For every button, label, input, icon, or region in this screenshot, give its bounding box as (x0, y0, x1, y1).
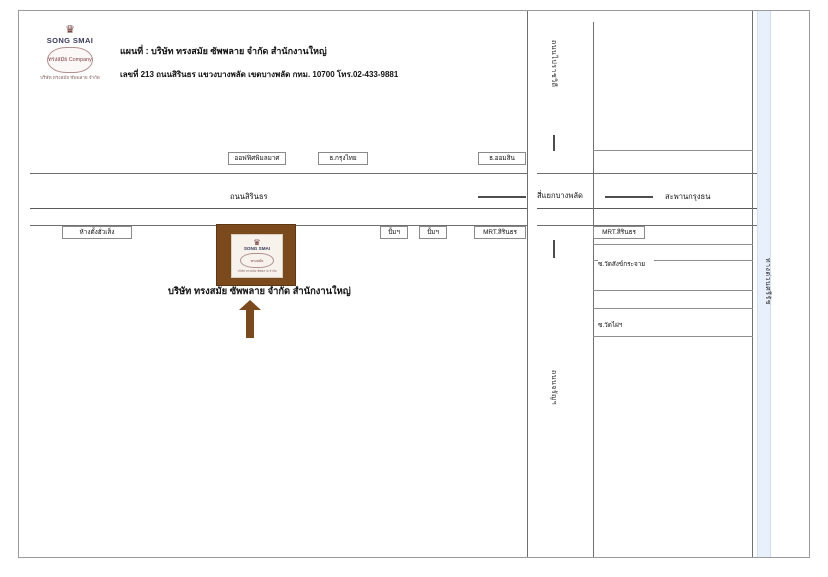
company-caption: บริษัท ทรงสมัย ซัพพลาย จำกัด สำนักงานใหญ่ (168, 285, 351, 296)
map-title: แผนที่ : บริษัท ทรงสมัย ซัพพลาย จำกัด สำนักงานใหญ่ (120, 46, 327, 56)
label-road-sirindhorn: ถนนสิรินธร (230, 192, 268, 201)
building-sub-text: บริษัท ทรงสมัย ซัพพลาย จำกัด (237, 269, 277, 273)
box-gas-station-1: ปั้มฯ (380, 226, 408, 239)
page-frame (18, 10, 810, 558)
box-mrt-sirindhorn-west: MRT.สิรินธร (474, 226, 526, 239)
company-building-sign (231, 234, 283, 278)
junction-tick-left (478, 196, 526, 198)
road-sirindhorn-line (30, 208, 527, 209)
building-brand-text: SONG SMAI (243, 246, 271, 251)
map-address: เลขที่ 213 ถนนสิรินธร แขวงบางพลัด เขตบางพลัด กทม. 10700 โทร.02-433-9881 (120, 70, 399, 79)
label-road-charan: ถนนจรัญฯ (550, 370, 557, 406)
junction-tick-right (605, 196, 653, 198)
road-tick-south (553, 240, 555, 258)
road-north-segment (30, 173, 527, 174)
box-bank-krungthai: ธ.กรุงไทย (318, 152, 368, 165)
block-divider-2 (593, 244, 753, 245)
road-ratchawithi-line (527, 11, 528, 557)
road-tick-north (553, 135, 555, 151)
box-soi-wat-sangkhaja: ซ.วัดสังข์กระจาย (598, 259, 654, 272)
block-divider-1 (593, 150, 753, 151)
label-bridge-krungthon: สะพานกรุงธน (665, 192, 711, 201)
building-seal: ทรงสมัย (240, 253, 274, 268)
logo-sub-text: บริษัท ทรงสมัย ซัพพลาย จำกัด (40, 75, 100, 80)
box-soi-wat-phai: ซ.วัดไผ่ฯ (598, 320, 648, 333)
block-divider-4 (593, 290, 753, 291)
box-gas-station-2: ปั้มฯ (419, 226, 447, 239)
logo-brand-text: SONG SMAI (46, 36, 94, 45)
box-department-store: ห้างตั้งฮั่วเส็ง (62, 226, 132, 239)
crown-icon-building: ♛ (253, 238, 261, 247)
label-road-expressway: ทางด่วนศรีรัช (764, 258, 771, 305)
block-divider-6 (593, 336, 753, 337)
label-junction-bangphlat: สี่แยกบางพลัด (537, 191, 583, 200)
road-sirindhorn-line-east (537, 208, 757, 209)
box-office-phimonmat: ออฟฟิศพิมลมาศ (228, 152, 286, 165)
location-arrow-icon (239, 300, 261, 338)
box-bank-orange: ธ.ออมสิน (478, 152, 526, 165)
logo-seal: ทรงสมัย Company (47, 47, 93, 73)
company-logo (34, 26, 106, 88)
company-building-marker (216, 224, 296, 286)
arrow-stem (246, 308, 254, 338)
road-south-segment-east (537, 225, 757, 226)
block-divider-5 (593, 308, 753, 309)
box-mrt-sirindhorn-east: MRT.สิรินธร (593, 226, 645, 239)
label-road-ratchawithi: ถนนไปราชวิถี (550, 40, 557, 88)
road-north-segment-east (537, 173, 757, 174)
road-expressway-line (752, 11, 753, 557)
crown-icon: ♛ (65, 24, 75, 36)
